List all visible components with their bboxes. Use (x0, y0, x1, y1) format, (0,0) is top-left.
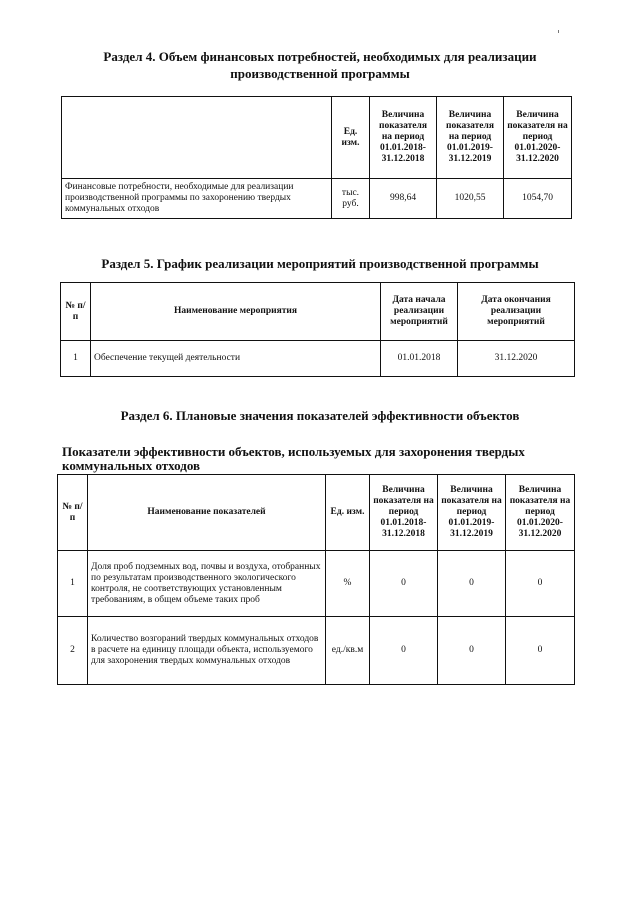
section5-header-num: № п/п (61, 283, 91, 341)
section5-title: Раздел 5. График реализации мероприятий производственной программы (101, 256, 539, 271)
section4-header-unit: Ед. изм. (332, 97, 370, 179)
section6-row1-name: Доля проб подземных вод, почвы и воздуха, отобранных по результатам производственного экологического контроля, не соответствующих установленным требованиям, в общем объеме таких проб (88, 551, 326, 617)
section5-row-name: Обеспечение текущей деятельности (91, 341, 381, 377)
section6-header-num: № п/п (58, 475, 88, 551)
section6-title: Раздел 6. Плановые значения показателей эффективности объектов (120, 408, 520, 423)
section5-row-start: 01.01.2018 (381, 341, 458, 377)
section6-row1-2020: 0 (506, 551, 575, 617)
section4-header-2019: Величина показателя на период 01.01.2019-31.12.2019 (437, 97, 504, 179)
section5-header-row (61, 283, 575, 341)
section5-table (60, 282, 575, 377)
table-row (61, 341, 575, 377)
section4-row-2018: 998,64 (370, 179, 437, 219)
section6-row2-num: 2 (58, 617, 88, 685)
section4-table (61, 96, 572, 219)
section4-row-2020: 1054,70 (504, 179, 572, 219)
section6-row1-2018: 0 (370, 551, 438, 617)
section6-row1-2019: 0 (438, 551, 506, 617)
section4-header-2020: Величина показателя на период 01.01.2020-31.12.2020 (504, 97, 572, 179)
section4-row-2019: 1020,55 (437, 179, 504, 219)
section6-subtitle-line2: коммунальных отходов (62, 458, 201, 473)
section6-subtitle-line1: Показатели эффективности объектов, используемых для захоронения твердых (62, 444, 525, 459)
section6-header-name: Наименование показателей (88, 475, 326, 551)
table-row (58, 551, 575, 617)
section6-header-2019: Величина показателя на период 01.01.2019-31.12.2019 (438, 475, 506, 551)
section5-header-name: Наименование мероприятия (91, 283, 381, 341)
section6-row2-unit: ед./кв.м (326, 617, 370, 685)
section5-row-end: 31.12.2020 (458, 341, 575, 377)
section4-header-row (62, 97, 572, 179)
section5-header-start: Дата начала реализации мероприятий (381, 283, 458, 341)
section5-row-num: 1 (61, 341, 91, 377)
section6-table (57, 474, 575, 685)
section6-header-row (58, 475, 575, 551)
section4-row-name: Финансовые потребности, необходимые для реализации производственной программы по захоронению твердых коммунальных отходов (62, 179, 332, 219)
section4-title-line1: Раздел 4. Объем финансовых потребностей, необходимых для реализации (103, 49, 537, 64)
section6-header-2018: Величина показателя на период 01.01.2018-31.12.2018 (370, 475, 438, 551)
section4-row-unit: тыс. руб. (332, 179, 370, 219)
scan-speck (558, 30, 559, 33)
section4-header-name (62, 97, 332, 179)
section6-row2-2019: 0 (438, 617, 506, 685)
section6-row1-num: 1 (58, 551, 88, 617)
section6-header-2020: Величина показателя на период 01.01.2020-31.12.2020 (506, 475, 575, 551)
table-row (58, 617, 575, 685)
section6-header-unit: Ед. изм. (326, 475, 370, 551)
section6-row2-name: Количество возгораний твердых коммунальных отходов в расчете на единицу площади объекта, используемого для захоронения твердых коммунальных отходов (88, 617, 326, 685)
table-row (62, 179, 572, 219)
section4-header-2018: Величина показателя на период 01.01.2018-31.12.2018 (370, 97, 437, 179)
section6-row2-2020: 0 (506, 617, 575, 685)
section5-header-end: Дата окончания реализации мероприятий (458, 283, 575, 341)
section6-row2-2018: 0 (370, 617, 438, 685)
section4-title-line2: производственной программы (230, 66, 410, 81)
section6-row1-unit: % (326, 551, 370, 617)
